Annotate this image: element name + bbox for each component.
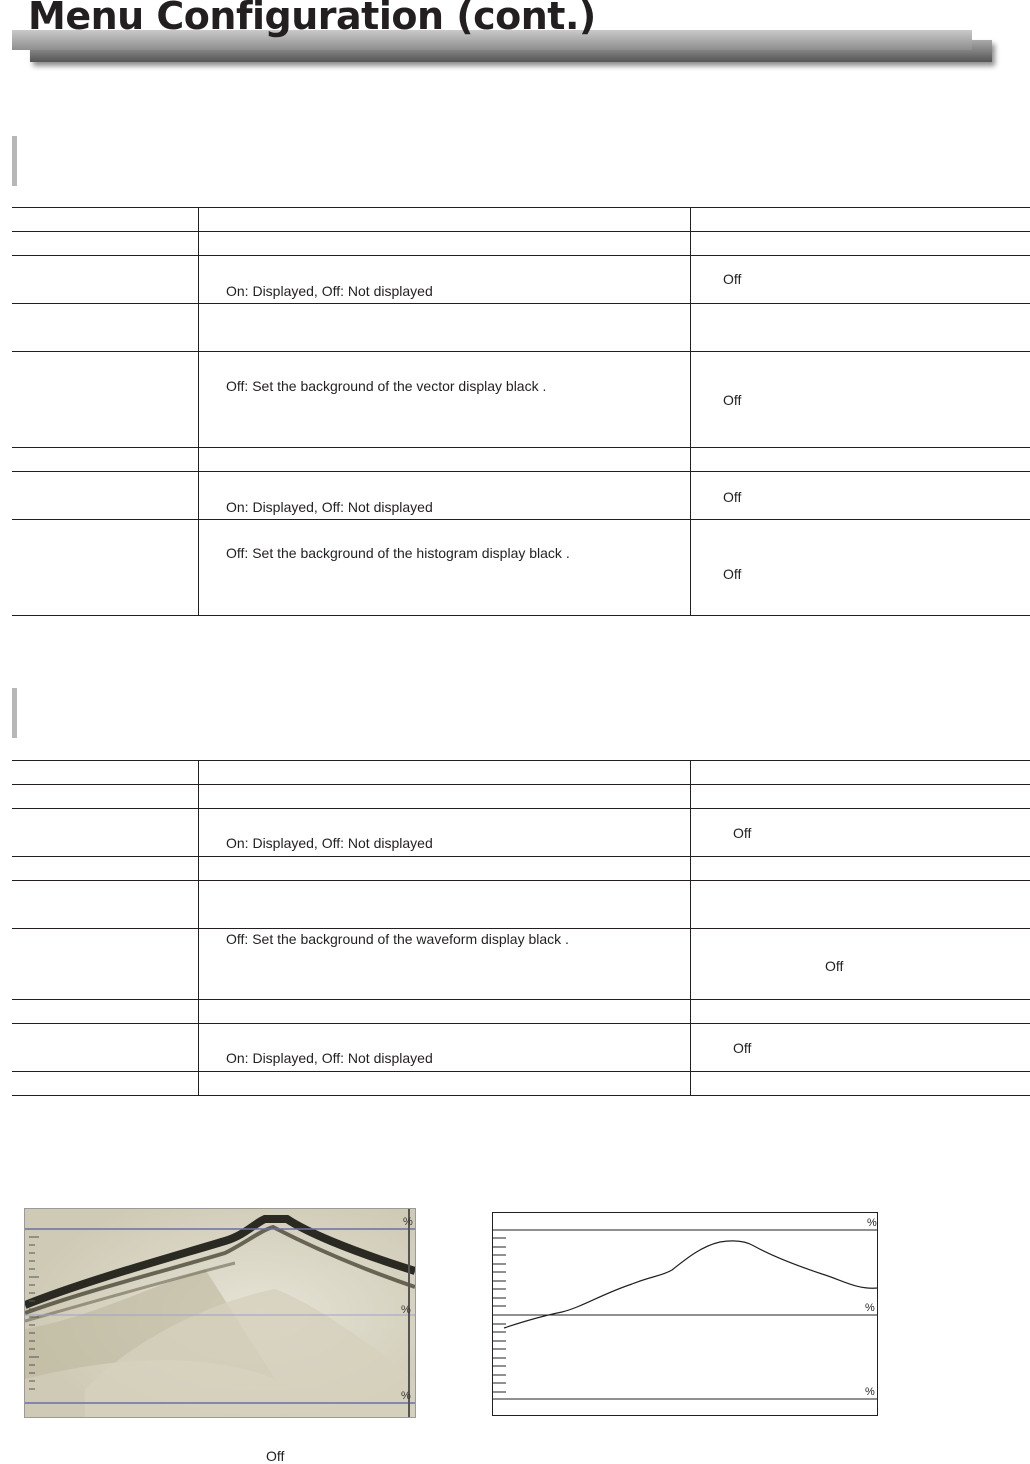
row-default-value: Off — [733, 1040, 752, 1056]
table-row — [12, 857, 1030, 881]
percent-label: % — [867, 1217, 877, 1229]
table-row — [12, 520, 1030, 616]
table-row — [12, 1024, 1030, 1072]
table-row — [12, 232, 1030, 256]
waveform-image-graphic — [25, 1209, 415, 1417]
figure-caption: Off — [266, 1448, 285, 1464]
row-default-value: Off — [723, 392, 742, 408]
table-row — [12, 1072, 1030, 1096]
row-description: On: Displayed, Off: Not displayed — [226, 499, 433, 515]
row-default-value: Off — [733, 825, 752, 841]
row-description: On: Displayed, Off: Not displayed — [226, 835, 433, 851]
waveform-line-svg — [492, 1212, 878, 1416]
row-description: Off: Set the background of the histogram display black . — [226, 545, 570, 561]
table-row — [12, 809, 1030, 857]
table-row — [12, 208, 1030, 232]
table-row — [12, 472, 1030, 520]
row-description: On: Displayed, Off: Not displayed — [226, 283, 433, 299]
waveform-line-graphic — [492, 1212, 878, 1416]
table-row — [12, 881, 1030, 929]
percent-label: % — [401, 1304, 411, 1316]
percent-label: % — [865, 1302, 875, 1314]
section-marker-waveform — [12, 688, 17, 738]
row-description: On: Displayed, Off: Not displayed — [226, 1050, 433, 1066]
table-row — [12, 256, 1030, 304]
table-row — [12, 785, 1030, 809]
row-default-value: Off — [825, 958, 844, 974]
row-description: Off: Set the background of the vector display black . — [226, 378, 547, 394]
row-default-value: Off — [723, 489, 742, 505]
page-title: Menu Configuration (cont.) — [28, 0, 596, 38]
table-row — [12, 761, 1030, 785]
vector-settings-table — [12, 207, 1030, 616]
percent-label: % — [401, 1390, 411, 1402]
row-default-value: Off — [723, 271, 742, 287]
table-row — [12, 929, 1030, 1000]
row-description: Off: Set the background of the waveform display black . — [226, 931, 569, 947]
table-row — [12, 448, 1030, 472]
table-row — [12, 304, 1030, 352]
percent-label: % — [403, 1216, 413, 1228]
waveform-display-image — [24, 1208, 416, 1418]
row-default-value: Off — [723, 566, 742, 582]
waveform-settings-table — [12, 760, 1030, 1096]
table-row — [12, 352, 1030, 448]
section-marker-vector — [12, 136, 17, 186]
table-row — [12, 1000, 1030, 1024]
percent-label: % — [865, 1386, 875, 1398]
